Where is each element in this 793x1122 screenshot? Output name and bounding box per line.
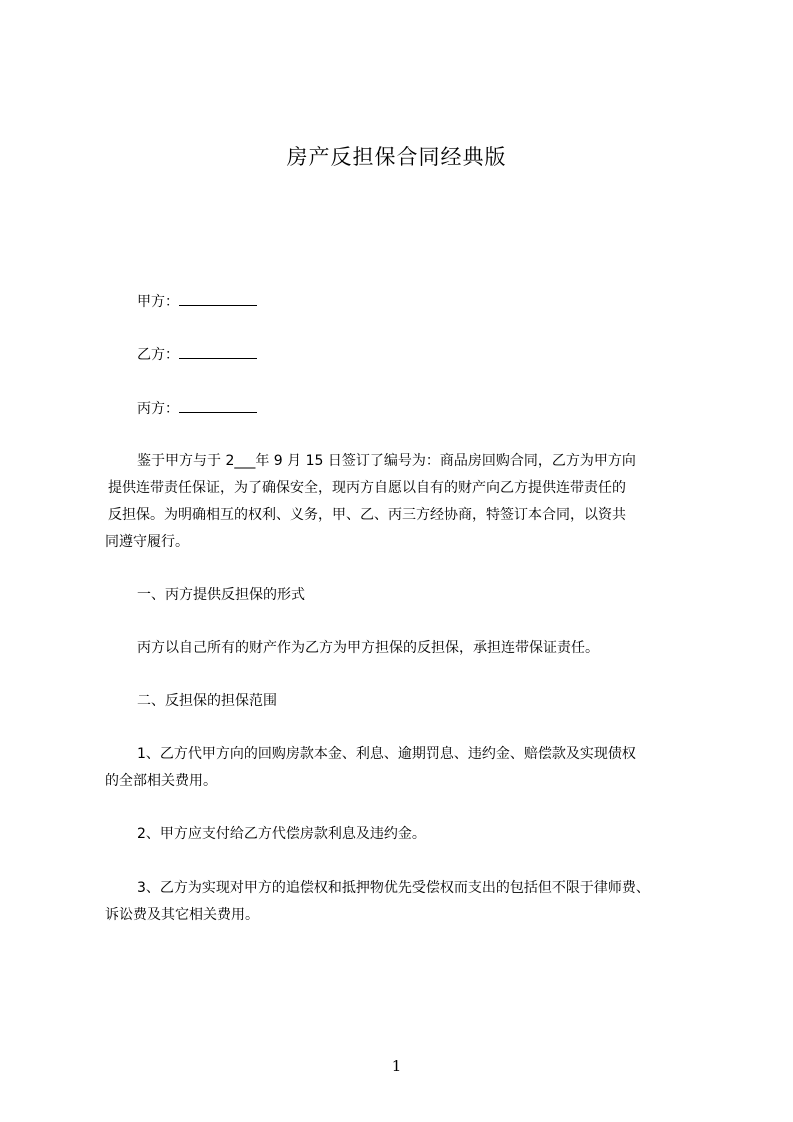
- party-jia-label: 甲方：: [137, 294, 179, 310]
- party-bing-label: 丙方：: [137, 401, 179, 417]
- party-bing-blank: [179, 398, 257, 413]
- preamble-line-4: 同遵守履行。: [105, 534, 189, 550]
- document-title: 房产反担保合同经典版: [286, 145, 507, 169]
- preamble-line-3: 反担保。为明确相互的权利、义务，甲、乙、丙三方经协商，特签订本合同，以资共: [108, 507, 626, 523]
- section-2-item-3-line-2: 诉讼费及其它相关费用。: [105, 907, 259, 923]
- party-bing: [137, 398, 257, 419]
- section-2-item-3-line-1: 3、乙方为实现对甲方的追偿权和抵押物优先受偿权而支出的包括但不限于律师费、: [137, 880, 650, 896]
- party-yi-blank: [179, 344, 257, 359]
- preamble-line-1: 鉴于甲方与于 2___年 9 月 15 日签订了编号为：商品房回购合同，乙方为甲方向: [137, 453, 636, 469]
- party-yi: [137, 344, 257, 365]
- party-jia-blank: [179, 291, 257, 306]
- page-number: 1: [391, 1057, 402, 1075]
- party-jia: [137, 291, 257, 312]
- section-1-heading: 一、丙方提供反担保的形式: [137, 587, 305, 603]
- section-2-item-1-line-2: 的全部相关费用。: [105, 773, 217, 789]
- section-2-item-1-line-1: 1、乙方代甲方向的回购房款本金、利息、逾期罚息、违约金、赔偿款及实现债权: [137, 746, 636, 762]
- party-yi-label: 乙方：: [137, 347, 179, 363]
- section-2-item-2: 2、甲方应支付给乙方代偿房款利息及违约金。: [137, 826, 426, 842]
- section-1-body: 丙方以自己所有的财产作为乙方为甲方担保的反担保，承担连带保证责任。: [137, 640, 599, 656]
- preamble-line-2: 提供连带责任保证，为了确保安全，现丙方自愿以自有的财产向乙方提供连带责任的: [108, 480, 626, 496]
- section-2-heading: 二、反担保的担保范围: [137, 693, 277, 709]
